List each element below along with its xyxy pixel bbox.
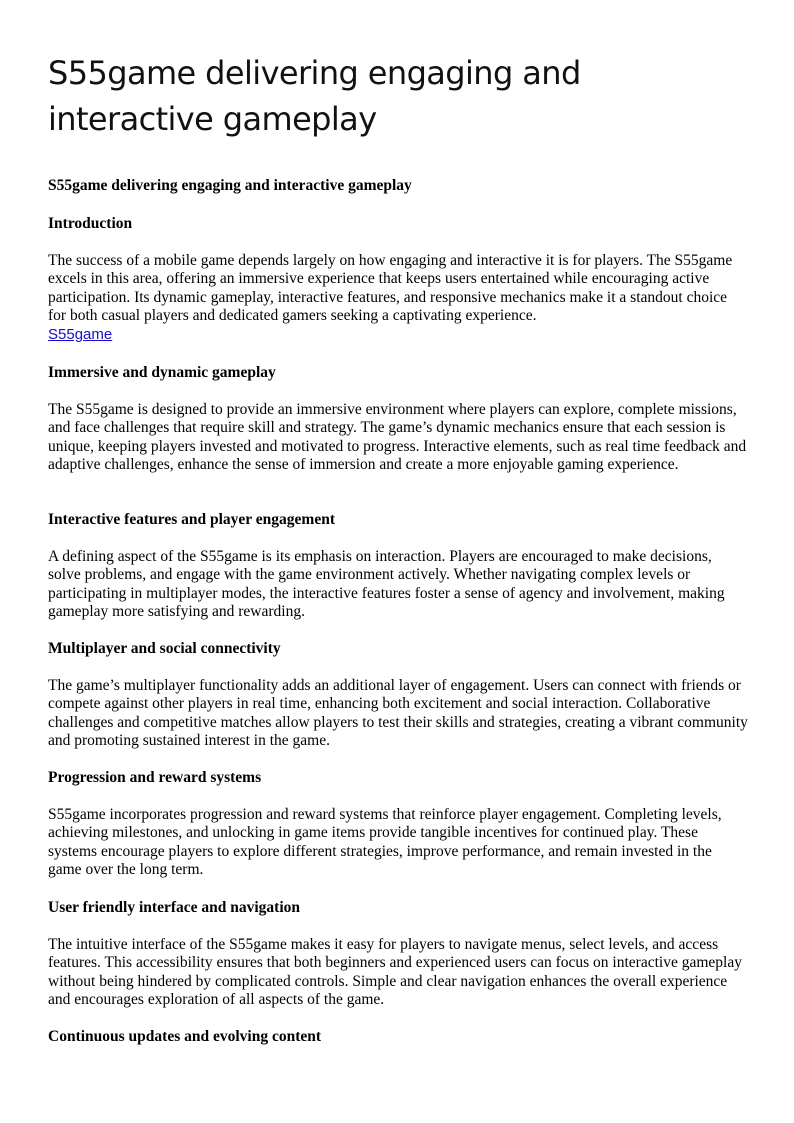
page-title: S55game delivering engaging and interactive gameplay (48, 54, 581, 138)
section-heading: Progression and reward systems (48, 769, 262, 786)
section-heading: Immersive and dynamic gameplay (48, 364, 276, 381)
section-heading: Continuous updates and evolving content (48, 1028, 322, 1045)
section-progression (48, 769, 748, 880)
section-introduction (48, 215, 748, 344)
section-updates (48, 1028, 748, 1065)
section-body: The game’s multiplayer functionality adds an additional layer of engagement. Users can connect with friends or compete against other players in real time, enhancing both excitement and social interaction. Collaborative challenges and competitive matches allow players to test their skills and strategies, creating a vibrant community and promoting sustained interest in the game. (48, 676, 748, 750)
section-body: The intuitive interface of the S55game makes it easy for players to navigate menus, select levels, and access features. This accessibility ensures that both beginners and experienced users can focus on interactive gameplay without being hindered by complicated controls. Simple and clear navigation enhances the overall experience and encourages exploration of all aspects of the game. (48, 935, 742, 1009)
section-multiplayer (48, 640, 748, 751)
section-interactive-features (48, 511, 748, 622)
section-body: The success of a mobile game depends largely on how engaging and interactive it is for players. The S55game excels in this area, offering an immersive experience that keeps users entertained while encouraging active participation. Its dynamic gameplay, interactive features, and responsive mechanics make it a standout choice for both casual players and dedicated gamers seeking a captivating experience. (48, 251, 733, 325)
section-body: A defining aspect of the S55game is its emphasis on interaction. Players are encouraged to make decisions, solve problems, and engage with the game environment actively. Whether navigating complex levels or participating in multiplayer modes, the interactive features foster a sense of agency and involvement, making gameplay more satisfying and rewarding. (48, 547, 725, 621)
section-body: S55game incorporates progression and reward systems that reinforce player engagement. Completing levels, achieving milestones, and unlocking in game items provide tangible incentives for continued play. These systems encourage players to explore different strategies, improve performance, and remain invested in the game over the long term. (48, 805, 722, 879)
section-heading: Interactive features and player engagement (48, 511, 335, 528)
document-page (48, 0, 748, 1045)
section-heading: Introduction (48, 215, 133, 232)
section-immersive-gameplay (48, 364, 748, 475)
section-body: The S55game is designed to provide an immersive environment where players can explore, complete missions, and face challenges that require skill and strategy. The game’s dynamic mechanics ensure that each session is unique, keeping players invested and motivated to progress. Interactive elements, such as real time feedback and adaptive challenges, enhance the sense of immersion and create a more enjoyable gaming experience. (48, 400, 747, 474)
article-subtitle: S55game delivering engaging and interactive gameplay (48, 177, 412, 194)
section-heading: User friendly interface and navigation (48, 899, 301, 916)
section-heading: Multiplayer and social connectivity (48, 640, 281, 657)
section-interface (48, 899, 748, 1010)
s55game-link[interactable]: S55game (48, 325, 113, 343)
